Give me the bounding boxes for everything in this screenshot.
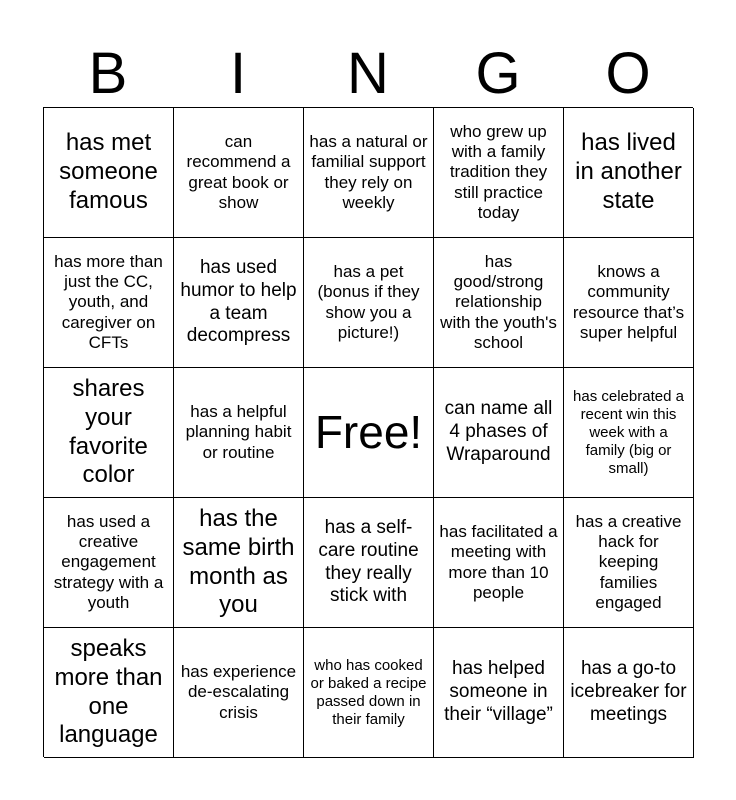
header-letter-i: I (229, 41, 247, 106)
header-letter-o: O (605, 41, 651, 106)
free-space-cell[interactable] (304, 368, 434, 498)
cell-text: can name all 4 phases of Wraparound (444, 398, 553, 465)
bingo-cell[interactable] (434, 368, 564, 498)
bingo-cell[interactable] (564, 238, 694, 368)
cell-text: has celebrated a recent win this week with a family (big or small) (573, 387, 684, 477)
bingo-cell[interactable] (174, 238, 304, 368)
free-space-text: Free! (314, 405, 423, 458)
cell-text: has a creative hack for keeping families engaged (575, 511, 682, 613)
cell-text: has a go-to icebreaker for meetings (570, 658, 687, 725)
cell-text: knows a community resource that’s super helpful (572, 261, 685, 342)
cell-text: has lived in another state (575, 129, 682, 214)
bingo-cell[interactable] (174, 108, 304, 238)
cell-text: has a helpful planning habit or routine (185, 401, 292, 462)
bingo-cell[interactable] (304, 498, 434, 628)
bingo-cell[interactable] (304, 628, 434, 758)
bingo-cell[interactable] (174, 498, 304, 628)
cell-text: can recommend a great book or show (186, 131, 291, 212)
bingo-cell[interactable] (434, 108, 564, 238)
cell-text: has a self-care routine they really stick with (318, 516, 419, 607)
bingo-cell[interactable] (304, 108, 434, 238)
cell-text: has used humor to help a team decompress (180, 256, 297, 347)
bingo-cell[interactable] (44, 628, 174, 758)
bingo-cell[interactable] (564, 628, 694, 758)
cell-text: has used a creative engagement strategy with a youth (53, 511, 164, 613)
cell-text: who grew up with a family tradition they still practice today (449, 121, 548, 223)
bingo-cell[interactable] (434, 628, 564, 758)
bingo-cell[interactable] (434, 238, 564, 368)
cell-text: has met someone famous (59, 129, 158, 214)
cell-text: has a natural or familial support they rely on weekly (309, 131, 428, 212)
bingo-header (43, 40, 693, 108)
bingo-cell[interactable] (174, 368, 304, 498)
cell-text: speaks more than one language (54, 634, 163, 749)
bingo-cell[interactable] (304, 238, 434, 368)
bingo-cell[interactable] (434, 498, 564, 628)
cell-text: has experience de-escalating crisis (180, 661, 297, 722)
bingo-cell[interactable] (564, 108, 694, 238)
bingo-cell[interactable] (564, 368, 694, 498)
bingo-cell[interactable] (174, 628, 304, 758)
bingo-cell[interactable] (44, 498, 174, 628)
cell-text: has more than just the CC, youth, and caregiver on CFTs (54, 251, 163, 353)
header-letter-n: N (347, 41, 389, 106)
cell-text: has a pet (bonus if they show you a picture!) (317, 261, 420, 342)
cell-text: has helped someone in their “village” (444, 658, 553, 725)
bingo-cell[interactable] (44, 108, 174, 238)
bingo-cell[interactable] (564, 498, 694, 628)
cell-text: has facilitated a meeting with more than 10 people (439, 521, 558, 602)
header-letter-g: G (475, 41, 521, 106)
header-letter-b: B (88, 41, 128, 106)
cell-text: shares your favorite color (69, 374, 148, 489)
cell-text: has the same birth month as you (182, 504, 295, 619)
bingo-cell[interactable] (44, 368, 174, 498)
bingo-grid (43, 107, 693, 757)
bingo-cell[interactable] (44, 238, 174, 368)
cell-text: has good/strong relationship with the youth's school (440, 251, 557, 353)
cell-text: who has cooked or baked a recipe passed down in their family (310, 656, 427, 728)
